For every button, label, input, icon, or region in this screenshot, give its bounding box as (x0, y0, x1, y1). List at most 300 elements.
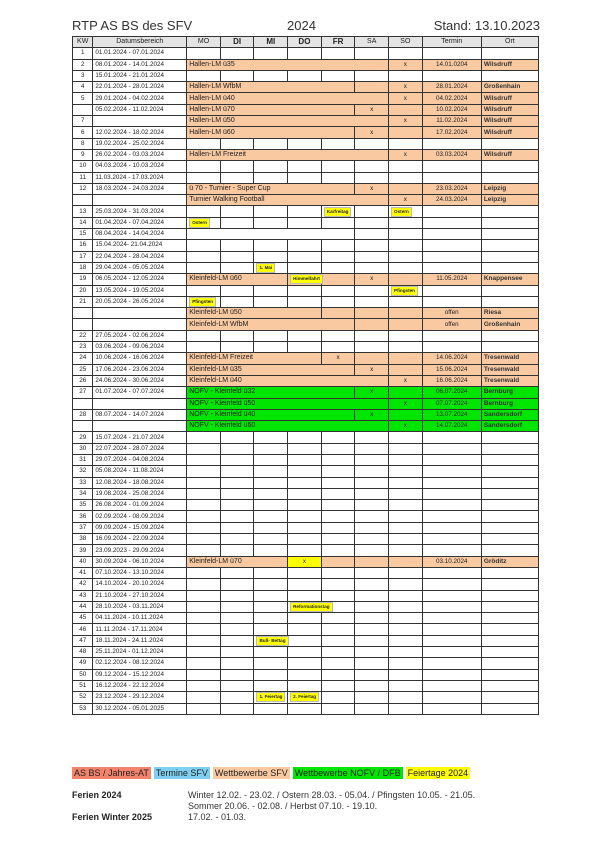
termin-cell: 03.03.2024 (422, 149, 481, 160)
day-cell-do (288, 172, 322, 183)
kw-cell: 47 (73, 635, 93, 646)
day-cell-sa (355, 251, 389, 262)
col-header-kw: KW (73, 37, 93, 48)
date-range-cell: 04.11.2024 - 10.11.2024 (93, 613, 187, 624)
table-row (73, 364, 539, 375)
day-cell-do (288, 161, 322, 172)
table-row (73, 522, 539, 533)
day-cell-fr (321, 658, 355, 669)
day-cell-sa (355, 206, 389, 217)
day-cell-fr (321, 138, 355, 149)
day-cell-so (389, 127, 423, 138)
event-day-mark: x (389, 195, 423, 206)
termin-cell (422, 432, 481, 443)
day-cell-fr (321, 48, 355, 59)
table-row (73, 161, 539, 172)
day-cell-mo (187, 466, 221, 477)
kw-cell: 32 (73, 466, 93, 477)
day-cell-so (389, 161, 423, 172)
termin-cell: 17.02.2024 (422, 127, 481, 138)
date-range-cell: 29.01.2024 - 04.02.2024 (93, 93, 187, 104)
date-range-cell: 28.10.2024 - 03.11.2024 (93, 601, 187, 612)
day-cell-so (389, 285, 423, 296)
kw-cell: 11 (73, 172, 93, 183)
ort-cell: Wilsdruff (481, 104, 538, 115)
day-cell-di (220, 262, 254, 273)
kw-cell (73, 319, 93, 330)
day-cell-do (288, 534, 322, 545)
day-cell-mi (254, 217, 288, 228)
event-cell: NOFV - Kleinfeld ü50 (187, 398, 389, 409)
kw-cell: 52 (73, 692, 93, 703)
day-cell-fr (321, 567, 355, 578)
termin-cell (422, 161, 481, 172)
day-cell-so (389, 229, 423, 240)
document-year: 2024 (287, 18, 316, 33)
termin-cell (422, 635, 481, 646)
day-cell-mi (254, 285, 288, 296)
termin-cell: 11.05.2024 (422, 274, 481, 285)
day-cell-mo (187, 432, 221, 443)
kw-cell: 1 (73, 48, 93, 59)
col-header-datumsbereich: Datumsbereich (93, 37, 187, 48)
day-cell-mi (254, 138, 288, 149)
termin-cell (422, 579, 481, 590)
day-cell-mo (187, 240, 221, 251)
day-cell-fr (321, 522, 355, 533)
date-range-cell (93, 308, 187, 319)
kw-cell (73, 195, 93, 206)
day-cell-so (389, 296, 423, 307)
day-cell-sa (355, 556, 389, 567)
table-row (73, 658, 539, 669)
kw-cell: 28 (73, 409, 93, 420)
ort-cell: Wilsdruff (481, 116, 538, 127)
table-row (73, 183, 539, 194)
kw-cell: 20 (73, 285, 93, 296)
table-row (73, 613, 539, 624)
day-cell-sa (355, 669, 389, 680)
ort-cell (481, 172, 538, 183)
event-cell: Hallen-LM ü60 (187, 127, 355, 138)
day-cell-mo (187, 285, 221, 296)
event-cell: Kleinfeld-LM ü35 (187, 364, 355, 375)
event-day-mark: x (389, 82, 423, 93)
date-range-cell: 16.12.2024 - 22.12.2024 (93, 680, 187, 691)
day-cell-di (220, 285, 254, 296)
termin-cell (422, 70, 481, 81)
table-row (73, 590, 539, 601)
day-cell-mo (187, 703, 221, 714)
date-range-cell: 08.07.2024 - 14.07.2024 (93, 409, 187, 420)
table-row (73, 511, 539, 522)
kw-cell (73, 104, 93, 115)
day-cell-do (288, 454, 322, 465)
table-row (73, 488, 539, 499)
day-cell-do (288, 613, 322, 624)
day-cell-so (389, 454, 423, 465)
termin-cell (422, 488, 481, 499)
kw-cell: 24 (73, 353, 93, 364)
day-cell-so (389, 308, 423, 319)
event-cell: Hallen-LM ü40 (187, 93, 389, 104)
legend-wettbewerbe-sfv: Wettbewerbe SFV (214, 768, 288, 778)
event-cell: Hallen-LM Freizeit (187, 149, 389, 160)
day-cell-di (220, 432, 254, 443)
date-range-cell: 13.05.2024 - 19.05.2024 (93, 285, 187, 296)
ferien-2024-line1: Winter 12.02. - 23.02. / Ostern 28.03. - 05.04. / Pfingsten 10.05. - 21.05. (188, 790, 476, 800)
day-cell-mo (187, 669, 221, 680)
day-cell-so (389, 522, 423, 533)
ort-cell (481, 601, 538, 612)
event-cell: Turnier Walking Football (187, 195, 389, 206)
date-range-cell: 25.03.2024 - 31.03.2024 (93, 206, 187, 217)
day-cell-fr (321, 217, 355, 228)
day-cell-mo (187, 601, 221, 612)
legend-wettbewerbe-nofv: Wettbewerbe NOFV / DFB (294, 768, 401, 778)
day-cell-fr (321, 70, 355, 81)
ort-cell (481, 342, 538, 353)
termin-cell (422, 601, 481, 612)
day-cell-fr (321, 680, 355, 691)
day-cell-so (389, 466, 423, 477)
kw-cell: 9 (73, 149, 93, 160)
day-cell-fr (321, 545, 355, 556)
day-cell-sa (355, 613, 389, 624)
table-row (73, 149, 539, 160)
ort-cell (481, 658, 538, 669)
day-cell-di (220, 579, 254, 590)
col-header-mo: MO (187, 37, 221, 48)
day-cell-mi (254, 511, 288, 522)
termin-cell (422, 567, 481, 578)
table-row (73, 274, 539, 285)
table-row (73, 308, 539, 319)
day-cell-so (389, 613, 423, 624)
event-day-mark: x (389, 421, 423, 432)
day-cell-so (389, 703, 423, 714)
day-cell-do (288, 511, 322, 522)
termin-cell (422, 443, 481, 454)
ort-cell (481, 161, 538, 172)
date-range-cell: 19.02.2024 - 25.02.2024 (93, 138, 187, 149)
day-cell-mo (187, 477, 221, 488)
day-cell-fr (321, 432, 355, 443)
ort-cell (481, 296, 538, 307)
day-cell-so (389, 545, 423, 556)
termin-cell (422, 624, 481, 635)
day-cell-mo (187, 251, 221, 262)
day-cell-so (389, 567, 423, 578)
day-cell-mo (187, 217, 221, 228)
day-cell-so (389, 477, 423, 488)
day-cell-mo (187, 680, 221, 691)
table-row (73, 466, 539, 477)
event-cell: Kleinfeld-LM ü60 (187, 274, 288, 285)
date-range-cell: 14.10.2024 - 20.10.2024 (93, 579, 187, 590)
document-title: RTP AS BS des SFV (72, 18, 193, 33)
kw-cell: 44 (73, 601, 93, 612)
day-cell-mo (187, 330, 221, 341)
ort-cell (481, 285, 538, 296)
ort-cell (481, 511, 538, 522)
day-cell-di (220, 454, 254, 465)
day-cell-fr (321, 251, 355, 262)
day-cell-sa (355, 432, 389, 443)
day-cell-fr (321, 590, 355, 601)
event-day-mark: x (355, 274, 389, 285)
day-cell-sa (355, 477, 389, 488)
day-cell-mi (254, 172, 288, 183)
kw-cell: 31 (73, 454, 93, 465)
document-stand-date: Stand: 13.10.2023 (433, 18, 540, 33)
holiday-badge: Buß- Bettag (256, 636, 288, 646)
event-cell: Hallen-LM ü35 (187, 59, 389, 70)
table-row (73, 353, 539, 364)
termin-cell: 13.07.2024 (422, 409, 481, 420)
table-row (73, 545, 539, 556)
day-cell-sa (355, 466, 389, 477)
date-range-cell (93, 195, 187, 206)
event-day-mark: x (355, 183, 389, 194)
day-cell-do (288, 48, 322, 59)
event-day-mark: x (355, 104, 389, 115)
day-cell-so (389, 240, 423, 251)
day-cell-do (288, 70, 322, 81)
table-row (73, 375, 539, 386)
date-range-cell (93, 319, 187, 330)
day-cell-fr (321, 240, 355, 251)
day-cell-sa (355, 82, 389, 93)
day-cell-fr (321, 635, 355, 646)
day-cell-mi (254, 443, 288, 454)
termin-cell (422, 466, 481, 477)
date-range-cell: 05.08.2024 - 11.08.2024 (93, 466, 187, 477)
day-cell-so (389, 138, 423, 149)
ort-cell: Bernburg (481, 398, 538, 409)
holiday-badge: Pfingsten (189, 297, 216, 307)
table-row (73, 195, 539, 206)
day-cell-mi (254, 624, 288, 635)
day-cell-mi (254, 534, 288, 545)
day-cell-so (389, 319, 423, 330)
kw-cell: 19 (73, 274, 93, 285)
day-cell-mo (187, 500, 221, 511)
day-cell-sa (355, 296, 389, 307)
day-cell-mo (187, 511, 221, 522)
event-cell: NOFV - Kleinfeld ü32 (187, 387, 355, 398)
ort-cell: Sandersdorf (481, 409, 538, 420)
date-range-cell: 27.05.2024 - 02.06.2024 (93, 330, 187, 341)
table-row (73, 443, 539, 454)
day-cell-mo (187, 296, 221, 307)
day-cell-mi (254, 251, 288, 262)
day-cell-so (389, 251, 423, 262)
day-cell-sa (355, 240, 389, 251)
event-cell: ü 70 - Turnier - Super Cup (187, 183, 355, 194)
holiday-badge: Karfreitag (324, 207, 352, 217)
day-cell-so (389, 353, 423, 364)
date-range-cell: 02.09.2024 - 08.09.2024 (93, 511, 187, 522)
date-range-cell: 11.11.2024 - 17.11.2024 (93, 624, 187, 635)
day-cell-do (288, 466, 322, 477)
date-range-cell: 23.12.2024 - 29.12.2024 (93, 692, 187, 703)
event-cell: Kleinfeld-LM ü70 (187, 556, 288, 567)
ort-cell: Tresenwald (481, 364, 538, 375)
day-cell-di (220, 511, 254, 522)
table-row (73, 262, 539, 273)
date-range-cell: 16.09.2024 - 22.09.2024 (93, 534, 187, 545)
day-cell-mi (254, 48, 288, 59)
day-cell-do (288, 624, 322, 635)
ort-cell (481, 579, 538, 590)
date-range-cell: 18.11.2024 - 24.11.2024 (93, 635, 187, 646)
day-cell-so (389, 364, 423, 375)
date-range-cell: 25.11.2024 - 01.12.2024 (93, 647, 187, 658)
day-cell-sa (355, 285, 389, 296)
holiday-badge: 1. Feiertag (256, 692, 285, 702)
termin-cell: 04.02.2024 (422, 93, 481, 104)
date-range-cell: 08.04.2024 - 14.04.2024 (93, 229, 187, 240)
day-cell-so (389, 274, 423, 285)
day-cell-fr (321, 466, 355, 477)
table-row (73, 59, 539, 70)
day-cell-di (220, 601, 254, 612)
kw-cell: 8 (73, 138, 93, 149)
ort-cell (481, 206, 538, 217)
day-cell-do (288, 251, 322, 262)
day-cell-di (220, 206, 254, 217)
kw-cell: 27 (73, 387, 93, 398)
date-range-cell: 22.01.2024 - 28.01.2024 (93, 82, 187, 93)
day-cell-do (288, 545, 322, 556)
table-row (73, 534, 539, 545)
ort-cell (481, 70, 538, 81)
kw-cell: 17 (73, 251, 93, 262)
date-range-cell (93, 398, 187, 409)
ort-cell (481, 500, 538, 511)
day-cell-so (389, 330, 423, 341)
ort-cell (481, 635, 538, 646)
kw-cell (73, 308, 93, 319)
date-range-cell: 29.04.2024 - 05.05.2024 (93, 262, 187, 273)
day-cell-mi (254, 703, 288, 714)
col-header-sa: SA (355, 37, 389, 48)
day-cell-sa (355, 330, 389, 341)
event-cell: Hallen-LM ü70 (187, 104, 355, 115)
day-cell-so (389, 342, 423, 353)
day-cell-di (220, 658, 254, 669)
date-range-cell: 21.10.2024 - 27.10.2024 (93, 590, 187, 601)
date-range-cell: 06.05.2024 - 12.05.2024 (93, 274, 187, 285)
day-cell-di (220, 70, 254, 81)
day-cell-sa (355, 680, 389, 691)
ort-cell (481, 443, 538, 454)
termin-cell (422, 658, 481, 669)
day-cell-sa (355, 443, 389, 454)
event-cell: Kleinfeld-LM ü40 (187, 375, 389, 386)
table-row (73, 70, 539, 81)
ort-cell (481, 48, 538, 59)
day-cell-mi (254, 613, 288, 624)
day-cell-so (389, 500, 423, 511)
day-cell-mo (187, 624, 221, 635)
table-row (73, 567, 539, 578)
date-range-cell: 19.08.2024 - 25.08.2024 (93, 488, 187, 499)
day-cell-fr (321, 534, 355, 545)
day-cell-di (220, 296, 254, 307)
day-cell-mi (254, 545, 288, 556)
day-cell-do (288, 500, 322, 511)
termin-cell (422, 534, 481, 545)
day-cell-so (389, 70, 423, 81)
date-range-cell: 30.12.2024 - 05.01.2025 (93, 703, 187, 714)
table-row (73, 296, 539, 307)
ort-cell (481, 251, 538, 262)
day-cell-do (288, 477, 322, 488)
termin-cell (422, 138, 481, 149)
day-cell-mo (187, 70, 221, 81)
termin-cell (422, 613, 481, 624)
table-row (73, 172, 539, 183)
holiday-badge: Pfingsten (391, 286, 418, 296)
day-cell-mi (254, 466, 288, 477)
termin-cell: 15.06.2024 (422, 364, 481, 375)
day-cell-do (288, 330, 322, 341)
kw-cell: 2 (73, 59, 93, 70)
kw-cell: 15 (73, 229, 93, 240)
day-cell-di (220, 172, 254, 183)
kw-cell: 23 (73, 342, 93, 353)
day-cell-so (389, 534, 423, 545)
event-cell: Hallen-LM ü50 (187, 116, 389, 127)
table-row (73, 635, 539, 646)
termin-cell: offen (422, 319, 481, 330)
day-cell-do (288, 443, 322, 454)
ort-cell (481, 624, 538, 635)
day-cell-di (220, 330, 254, 341)
day-cell-sa (355, 138, 389, 149)
ort-cell: Wilsdruff (481, 149, 538, 160)
day-cell-sa (355, 353, 389, 364)
event-day-mark: x (321, 353, 355, 364)
table-row (73, 104, 539, 115)
day-cell-mo (187, 579, 221, 590)
termin-cell: 06.07.2024 (422, 387, 481, 398)
kw-cell: 3 (73, 70, 93, 81)
termin-cell (422, 500, 481, 511)
ort-cell (481, 138, 538, 149)
day-cell-mi (254, 567, 288, 578)
table-row (73, 229, 539, 240)
kw-cell: 22 (73, 330, 93, 341)
day-cell-sa (355, 229, 389, 240)
kw-cell: 39 (73, 545, 93, 556)
ort-cell (481, 545, 538, 556)
day-cell-mi (254, 342, 288, 353)
day-cell-mi (254, 680, 288, 691)
ort-cell (481, 613, 538, 624)
day-cell-fr (321, 500, 355, 511)
day-cell-mo (187, 454, 221, 465)
day-cell-fr (321, 285, 355, 296)
termin-cell (422, 240, 481, 251)
day-cell-sa (355, 545, 389, 556)
event-cell: Hallen-LM WfbM (187, 82, 355, 93)
termin-cell (422, 229, 481, 240)
termin-cell (422, 703, 481, 714)
day-cell-di (220, 647, 254, 658)
